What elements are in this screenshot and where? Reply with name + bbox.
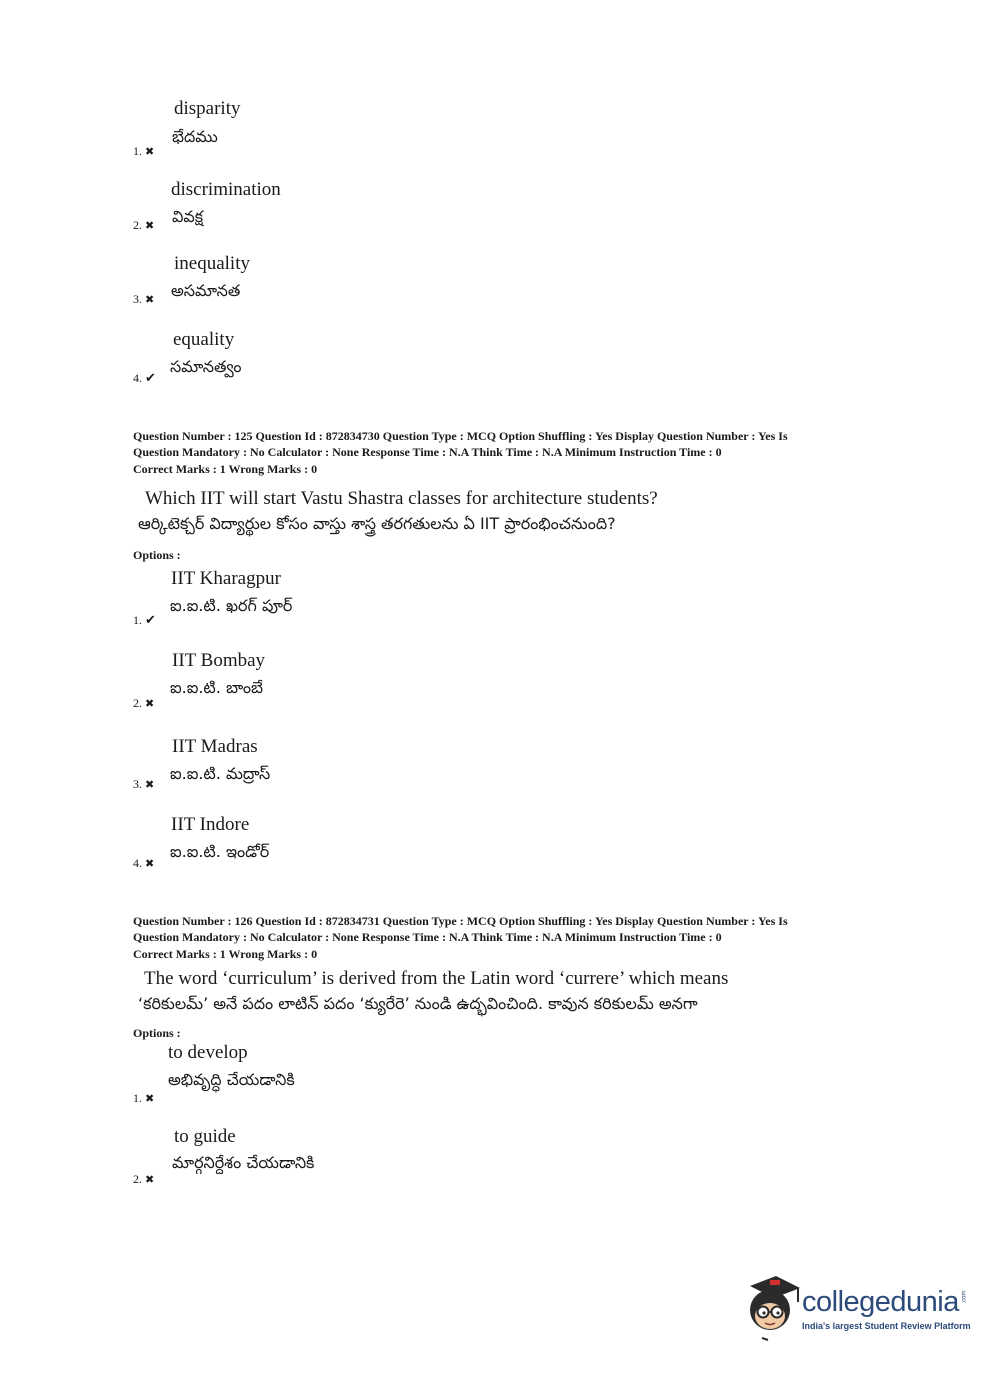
- option-text-en: to guide: [174, 1126, 236, 1147]
- option-text-te: ఐ.ఐ.టి. బాంబే: [170, 678, 264, 697]
- question-meta-line-1: Question Number : 126 Question Id : 872834731 Question Type : MCQ Option Shuffling : Yes Display Question Number : Yes Is: [133, 914, 788, 928]
- option-number: 3.: [133, 292, 142, 306]
- option-number: 1.: [133, 144, 142, 158]
- question-meta-line-3: Correct Marks : 1 Wrong Marks : 0: [133, 462, 318, 476]
- option-text-en: disparity: [174, 98, 241, 119]
- option-text-en: to develop: [168, 1042, 248, 1063]
- check-icon: ✔: [145, 370, 156, 385]
- option-number: 1.: [133, 1091, 142, 1105]
- option-text-te: ఐ.ఐ.టి. మద్రాస్: [170, 764, 271, 783]
- cross-icon: ✖: [145, 779, 155, 791]
- question-text-te: ఆర్కిటెక్చర్ విద్యార్థుల కోసం వాస్తు శాస్త్ర తరగతులను ఏ IIT ప్రారంభించనుంది?: [138, 514, 616, 533]
- option-text-en: equality: [173, 329, 235, 350]
- option-number: 2.: [133, 218, 142, 232]
- question-text-en: The word ‘curriculum’ is derived from the Latin word ‘currere’ which means: [144, 968, 729, 989]
- option-text-en: IIT Bombay: [172, 650, 266, 671]
- logo-suffix: .com: [961, 1290, 968, 1304]
- question-meta-line-1: Question Number : 125 Question Id : 872834730 Question Type : MCQ Option Shuffling : Yes Display Question Number : Yes Is: [133, 429, 788, 443]
- option-text-en: discrimination: [171, 179, 281, 200]
- option-text-te: సమానత్వం: [170, 357, 242, 376]
- option-text-te: అసమానత: [171, 281, 241, 300]
- options-label: Options :: [133, 548, 181, 562]
- option-text-te: ఐ.ఐ.టి. ఇండోర్: [170, 842, 270, 861]
- cross-icon: ✖: [145, 1174, 155, 1186]
- option-text-te: అభివృద్ధి చేయడానికి: [168, 1070, 295, 1089]
- option-text-te: మార్గనిర్దేశం చేయడానికి: [172, 1153, 315, 1172]
- collegedunia-logo: [742, 1272, 972, 1344]
- cross-icon: ✖: [145, 698, 155, 710]
- option-text-te: వివక్ష: [172, 207, 204, 226]
- mascot-icon: [742, 1272, 802, 1344]
- option-number: 2.: [133, 696, 142, 710]
- option-text-en: IIT Kharagpur: [171, 568, 281, 589]
- option-number: 3.: [133, 777, 142, 791]
- option-text-te: ఐ.ఐ.టి. ఖరగ్ పూర్: [170, 596, 293, 615]
- logo-tagline: India's largest Student Review Platform: [802, 1321, 971, 1331]
- option-text-en: IIT Madras: [172, 736, 258, 757]
- question-meta-line-2: Question Mandatory : No Calculator : None Response Time : N.A Think Time : N.A Minimum Instruction Time : 0: [133, 445, 722, 459]
- options-label: Options :: [133, 1026, 181, 1040]
- option-number: 1.: [133, 613, 142, 627]
- question-meta-line-2: Question Mandatory : No Calculator : None Response Time : N.A Think Time : N.A Minimum Instruction Time : 0: [133, 930, 722, 944]
- cross-icon: ✖: [145, 146, 155, 158]
- question-text-en: Which IIT will start Vastu Shastra classes for architecture students?: [145, 488, 658, 509]
- question-meta-line-3: Correct Marks : 1 Wrong Marks : 0: [133, 947, 318, 961]
- option-text-te: భేదము: [172, 127, 218, 146]
- option-text-en: IIT Indore: [171, 814, 250, 835]
- option-number: 2.: [133, 1172, 142, 1186]
- question-text-te: ‘కరికులమ్’ అనే పదం లాటిన్ పదం ‘క్యురేరె’ నుండి ఉద్భవించింది. కావున కరికులమ్ అనగా: [138, 994, 698, 1013]
- logo-wordmark: collegedunia: [802, 1286, 959, 1318]
- check-icon: ✔: [145, 612, 156, 627]
- cross-icon: ✖: [145, 858, 155, 870]
- cross-icon: ✖: [145, 294, 155, 306]
- option-number: 4.: [133, 371, 142, 385]
- cross-icon: ✖: [145, 1093, 155, 1105]
- option-number: 4.: [133, 856, 142, 870]
- option-text-en: inequality: [174, 253, 250, 274]
- cross-icon: ✖: [145, 220, 155, 232]
